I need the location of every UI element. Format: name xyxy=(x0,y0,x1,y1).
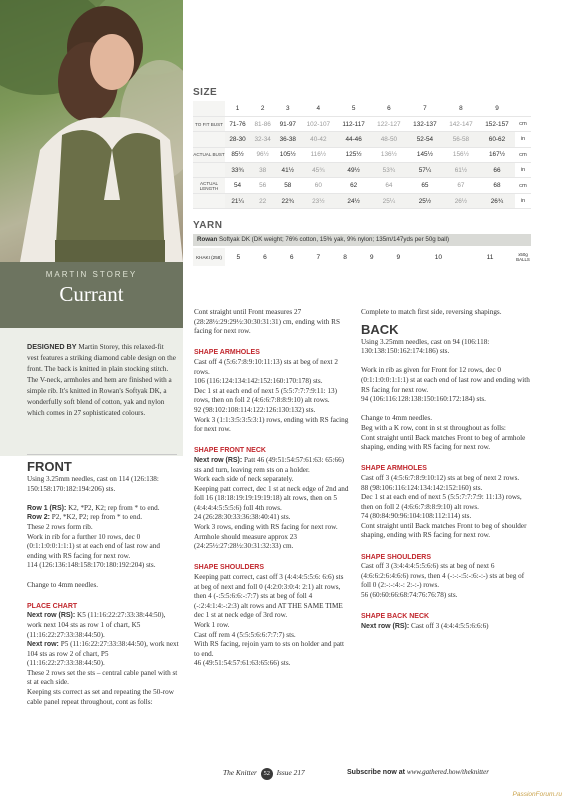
size-cell: 81-86 xyxy=(250,116,275,131)
yarn-ball-count: 7 xyxy=(316,253,321,261)
intro-bold: DESIGNED BY xyxy=(27,342,77,351)
neck-2: Work each side of neck separately. xyxy=(194,475,294,484)
chart-row2-label: Next row: xyxy=(27,641,59,649)
armhole-5: Work 3 (1:1:3:5:3:5:3:1) rows, ending with RS facing for next row. xyxy=(194,415,349,434)
size-cell: 36-38 xyxy=(275,132,300,147)
size-number: 7 xyxy=(407,101,443,116)
size-cell: 40-42 xyxy=(300,132,336,147)
back-shoulder-1: Cast off 3 (3:4:4:4:5:5:6:6) sts at beg of next 6 (4:6:6:2:6:4:6:6) rows, then 4 (-:-:-:5:-:6:-:-) sts at beg of foll 0 (2:-:-:4:-: 2:-:-) rows. xyxy=(361,562,525,590)
middle-column xyxy=(194,308,349,669)
back-neck-label: Next row (RS): xyxy=(361,622,410,630)
size-cell: 38 xyxy=(250,163,275,178)
size-cell: 136½ xyxy=(371,147,407,162)
size-cell: 60-62 xyxy=(479,132,515,147)
neck-4: 24 (26:28:30:33:36:38:40:41) sts. xyxy=(194,513,291,522)
yarn-ball-count: 6 xyxy=(263,253,267,261)
size-cell: 156½ xyxy=(443,147,479,162)
size-row xyxy=(193,178,531,193)
size-cell: 61½ xyxy=(443,163,479,178)
armhole-2: 106 (116:124:134:142:152:160:170:178) sts. xyxy=(194,377,323,386)
yarn-ball-count: 5 xyxy=(236,253,241,261)
front-measure: Cont straight until Front measures 27 (28:28½:29:29½:30:30:31:31) cm, ending with RS facing for next row. xyxy=(194,308,340,336)
back-shoulders-heading: SHAPE SHOULDERS xyxy=(361,553,432,561)
shoulder-5: 46 (49:51:54:57:61:63:65:66) sts. xyxy=(194,659,291,668)
shoulder-2: Work 1 row. xyxy=(194,621,230,629)
size-unit: in xyxy=(515,163,531,178)
yarn-brand: Rowan xyxy=(197,236,218,243)
size-cell: 56 xyxy=(250,178,275,193)
footer-subscribe xyxy=(347,768,489,776)
size-row-label xyxy=(193,193,225,208)
neck-row-label: Next row (RS): xyxy=(194,456,243,464)
size-unit: in xyxy=(515,132,531,147)
pattern-title: Currant xyxy=(59,282,124,306)
size-cell: 96½ xyxy=(250,147,275,162)
yarn-ball-count: 9 xyxy=(369,253,374,261)
size-cell: 53¾ xyxy=(371,163,407,178)
chart-row1 xyxy=(27,611,179,640)
size-cell: 49½ xyxy=(336,163,371,178)
yarn-ball-count: 10 xyxy=(434,253,443,261)
size-cell: 33¾ xyxy=(225,163,250,178)
size-cell: 22¾ xyxy=(275,193,300,208)
size-cell: 145½ xyxy=(407,147,443,162)
back-armhole-4: 74 (80:84:90:96:104:108:112:114) sts. xyxy=(361,512,472,521)
yarn-ball-count: 6 xyxy=(289,253,294,261)
watermark: PassionForum.ru xyxy=(512,791,562,798)
size-cell: 132-137 xyxy=(407,116,443,131)
yarn-unit: x50g BALLS xyxy=(516,252,530,262)
size-cell: 58 xyxy=(275,178,300,193)
size-cell: 91-97 xyxy=(275,116,300,131)
back-armholes-heading: SHAPE ARMHOLES xyxy=(361,465,427,473)
intro-text xyxy=(27,341,177,419)
size-cell: 102-107 xyxy=(300,116,336,131)
size-cell: 125½ xyxy=(336,147,371,162)
size-cell: 66 xyxy=(479,163,515,178)
shoulder-1: Keeping patt correct, cast off 3 (4:4:4:5:5:6: 6:6) sts at beg of next and foll 0 (4:2:0:3:0:4: 2:1) alt rows, then 4 (-:5:5:6:6:-:7:7) sts at beg of foll 4 (-:2:4:1:4:-:2:3) alt rows and AT THE SAME TIME dec 1 st at neck edge of 3rd row. xyxy=(194,573,344,620)
size-cell: 26½ xyxy=(443,193,479,208)
chart-row1-text: K5 (11:16:22:27:33:38:44:50), work next 104 sts as row 1 of chart, K5 (11:16:22:27:33:38:44:50). xyxy=(27,611,166,639)
chart-continue: Keeping sts correct as set and repeating the 50-row cable panel repeat throughout, cont as folls: xyxy=(27,688,174,706)
size-number: 2 xyxy=(250,101,275,116)
subscribe-text: Subscribe now at xyxy=(347,769,407,776)
size-unit: cm xyxy=(515,147,531,162)
size-row xyxy=(193,116,531,131)
size-cell: 52-54 xyxy=(407,132,443,147)
front-stitch-count: 114 (126:136:148:158:170:180:192:204) sts. xyxy=(27,561,156,570)
page-number: 52 xyxy=(261,768,273,780)
size-cell: 24½ xyxy=(336,193,371,208)
size-cell: 71-76 xyxy=(225,116,250,131)
size-cell: 142-147 xyxy=(443,116,479,131)
size-number: 5 xyxy=(336,101,371,116)
model-photo xyxy=(0,0,183,262)
size-cell: 44-46 xyxy=(336,132,371,147)
front-rib-note: These 2 rows form rib. xyxy=(27,522,93,531)
shape-front-neck-heading: SHAPE FRONT NECK xyxy=(194,447,266,455)
size-row xyxy=(193,163,531,178)
front-cast-on: Using 3.25mm needles, cast on 114 (126:138: 150:158:170:182:194:206) sts. xyxy=(27,475,159,493)
back-2: Work in rib as given for Front for 12 rows, dec 0 (0:1:1:0:0:1:1:1) st at each end of last row and ending with RS facing for next row. xyxy=(361,366,530,394)
size-row xyxy=(193,147,531,162)
front-row2 xyxy=(27,513,179,523)
chart-row2-text: P5 (11:16:22:27:33:38:44:50), work next 104 sts as row 2 of chart, P5 (11:16:22:27:33:38:44:50). xyxy=(27,640,179,668)
size-unit: cm xyxy=(515,116,531,131)
size-cell: 56-58 xyxy=(443,132,479,147)
size-row-label: ACTUAL LENGTH xyxy=(193,178,225,193)
footer xyxy=(0,764,566,784)
size-cell: 25½ xyxy=(407,193,443,208)
divider xyxy=(27,454,177,455)
front-row1 xyxy=(27,504,179,514)
size-cell: 22 xyxy=(250,193,275,208)
size-number: 1 xyxy=(225,101,250,116)
size-row-label: ACTUAL BUST xyxy=(193,147,225,162)
size-row xyxy=(193,193,531,208)
right-column xyxy=(361,308,531,631)
back-armhole-2: 88 (98:106:116:124:134:142:152:160) sts. xyxy=(361,483,483,492)
size-heading: SIZE xyxy=(193,87,218,98)
subscribe-link[interactable]: www.gathered.how/theknitter xyxy=(406,768,489,776)
front-rib-work: Work in rib for a further 10 rows, dec 0 (0:1:1:0:0:1:1:1) st at each end of last row and ending with RS facing for next row. xyxy=(27,532,160,560)
size-number: 6 xyxy=(371,101,407,116)
yarn-desc: Softyak DK (DK weight; 76% cotton, 15% yak, 9% nylon; 135m/147yds per 50g ball) xyxy=(217,236,450,243)
size-cell: 122-127 xyxy=(371,116,407,131)
size-cell: 21¼ xyxy=(225,193,250,208)
row2-text: P2, *K2, P2; rep from * to end. xyxy=(49,513,142,522)
back-3: 94 (106:116:128:138:150:160:172:184) sts. xyxy=(361,395,486,404)
neck-1 xyxy=(194,456,349,475)
size-cell: 26¾ xyxy=(479,193,515,208)
back-armhole-1: Cast off 3 (4:5:6:7:8:9:10:12) sts at beg of next 2 rows. xyxy=(361,473,520,482)
chart-row1-label: Next row (RS): xyxy=(27,612,76,620)
intro-body: Martin Storey, this relaxed-fit vest features a striking diamond cable design on the front. The back is knitted in plain stocking stitch. The V-neck, armholes and hem are finished with a simple rib. It's knitted in Rowan's Softyak DK, a wonderfully soft blend of cotton, yak and nylon which comes in 27 sophisticated colours. xyxy=(27,343,176,417)
size-cell: 62 xyxy=(336,178,371,193)
neck-5: Work 3 rows, ending with RS facing for next row. Armhole should measure approx 23 (24:25½:27:28½:30:31:32:33) cm. xyxy=(194,523,338,551)
yarn-ball-count: 11 xyxy=(486,253,494,261)
yarn-description xyxy=(193,234,531,246)
armhole-4: 92 (98:102:108:114:122:126:130:132) sts. xyxy=(194,405,316,414)
size-corner-end xyxy=(515,101,531,116)
yarn-ball-count: 8 xyxy=(343,253,347,261)
armhole-3: Dec 1 st at each end of next 5 (5:5:7:7:7:9:11: 13) rows, then on foll 2 (4:6:6:7:8:8:9:10) alt rows. xyxy=(194,386,338,405)
size-table xyxy=(193,101,531,209)
shape-armholes-heading: SHAPE ARMHOLES xyxy=(194,349,260,357)
footer-issue xyxy=(223,768,305,780)
size-number-row xyxy=(193,101,531,116)
chart-row2 xyxy=(27,640,179,669)
armhole-1: Cast off 4 (5:6:7:8:9:10:11:13) sts at beg of next 2 rows. xyxy=(194,357,338,376)
size-cell: 54 xyxy=(225,178,250,193)
neck-row-text: Patt 46 (49:51:54:57:61:63: 65:66) sts and turn, leaving rem sts on a holder. xyxy=(194,455,345,474)
shape-shoulders-heading: SHAPE SHOULDERS xyxy=(194,564,265,572)
size-cell: 67 xyxy=(443,178,479,193)
size-cell: 60 xyxy=(300,178,336,193)
back-6: Cont straight until Back matches Front to beg of armhole shaping, ending with RS facing for next row. xyxy=(361,433,526,452)
size-cell: 64 xyxy=(371,178,407,193)
size-cell: 68 xyxy=(479,178,515,193)
back-neck-1 xyxy=(361,622,531,632)
size-cell: 167½ xyxy=(479,147,515,162)
size-cell: 65 xyxy=(407,178,443,193)
place-chart-heading: PLACE CHART xyxy=(27,602,78,610)
size-row xyxy=(193,132,531,147)
shoulder-3: Cast off rem 4 (5:5:5:6:6:7:7:7) sts. xyxy=(194,630,296,639)
size-number: 3 xyxy=(275,101,300,116)
size-cell: 25¼ xyxy=(371,193,407,208)
size-cell: 112-117 xyxy=(336,116,371,131)
back-armhole-5: Cont straight until Back matches Front to beg of shoulder shaping, ending with RS facing for next row. xyxy=(361,521,527,540)
size-cell: 28-30 xyxy=(225,132,250,147)
size-row-label: TO FIT BUST xyxy=(193,116,225,131)
designer-name: MARTIN STOREY xyxy=(45,270,138,279)
size-cell: 57¼ xyxy=(407,163,443,178)
size-cell: 45¾ xyxy=(300,163,336,178)
row1-label: Row 1 (RS): xyxy=(27,504,67,512)
shoulder-4: With RS facing, rejoin yarn to sts on holder and patt to end. xyxy=(194,640,345,658)
size-cell: 23½ xyxy=(300,193,336,208)
back-heading: BACK xyxy=(361,321,399,337)
size-row-label xyxy=(193,132,225,147)
back-4: Change to 4mm needles. xyxy=(361,414,433,423)
back-neck-text: Cast off 3 (4:4:4:5:5:6:6:6) xyxy=(409,621,489,630)
back-shoulder-2: 56 (60:60:66:68:74:76:76:78) sts. xyxy=(361,591,458,600)
front-heading: FRONT xyxy=(27,459,72,474)
back-1: Using 3.25mm needles, cast on 94 (106:118: 130:138:150:162:174:186) sts. xyxy=(361,337,490,356)
size-cell: 48-50 xyxy=(371,132,407,147)
yarn-heading: YARN xyxy=(193,220,223,231)
magazine-name: The Knitter xyxy=(223,768,257,777)
row2-label: Row 2: xyxy=(27,514,50,522)
size-number: 8 xyxy=(443,101,479,116)
chart-note: These 2 rows set the sts – central cable panel with st st at each side. xyxy=(27,668,178,687)
size-cell: 32-34 xyxy=(250,132,275,147)
row1-text: K2, *P2, K2; rep from * to end. xyxy=(66,503,160,512)
size-cell: 85½ xyxy=(225,147,250,162)
front-column xyxy=(27,459,179,707)
back-armhole-3: Dec 1 st at each end of next 5 (5:5:7:7:7:9: 11:13) rows, then on foll 2 (4:6:6:7:8:8:9:10) alt rows. xyxy=(361,493,522,511)
issue-number: Issue 217 xyxy=(276,768,305,777)
size-unit: cm xyxy=(515,178,531,193)
neck-3: Keeping patt correct, dec 1 st at neck edge of 2nd and foll 16 (18:18:19:19:19:19:18) alt rows, then on 5 (4:4:4:4:5:5:5:6) foll 4th rows. xyxy=(194,484,349,512)
back-neck-heading: SHAPE BACK NECK xyxy=(361,613,430,621)
yarn-table xyxy=(193,248,531,266)
size-number: 4 xyxy=(300,101,336,116)
complete-note: Complete to match first side, reversing shapings. xyxy=(361,308,502,316)
yarn-ball-count: 9 xyxy=(396,253,401,261)
back-5: Beg with a K row, cont in st st throughout as folls: xyxy=(361,423,506,432)
size-cell: 152-157 xyxy=(479,116,515,131)
yarn-colour-label: KHAKI (258) xyxy=(193,248,225,266)
size-unit: in xyxy=(515,193,531,208)
size-cell: 105½ xyxy=(275,147,300,162)
size-cell: 116½ xyxy=(300,147,336,162)
size-corner xyxy=(193,101,225,116)
front-needle-change: Change to 4mm needles. xyxy=(27,580,99,589)
size-cell: 41½ xyxy=(275,163,300,178)
size-number: 9 xyxy=(479,101,515,116)
size-row-label xyxy=(193,163,225,178)
